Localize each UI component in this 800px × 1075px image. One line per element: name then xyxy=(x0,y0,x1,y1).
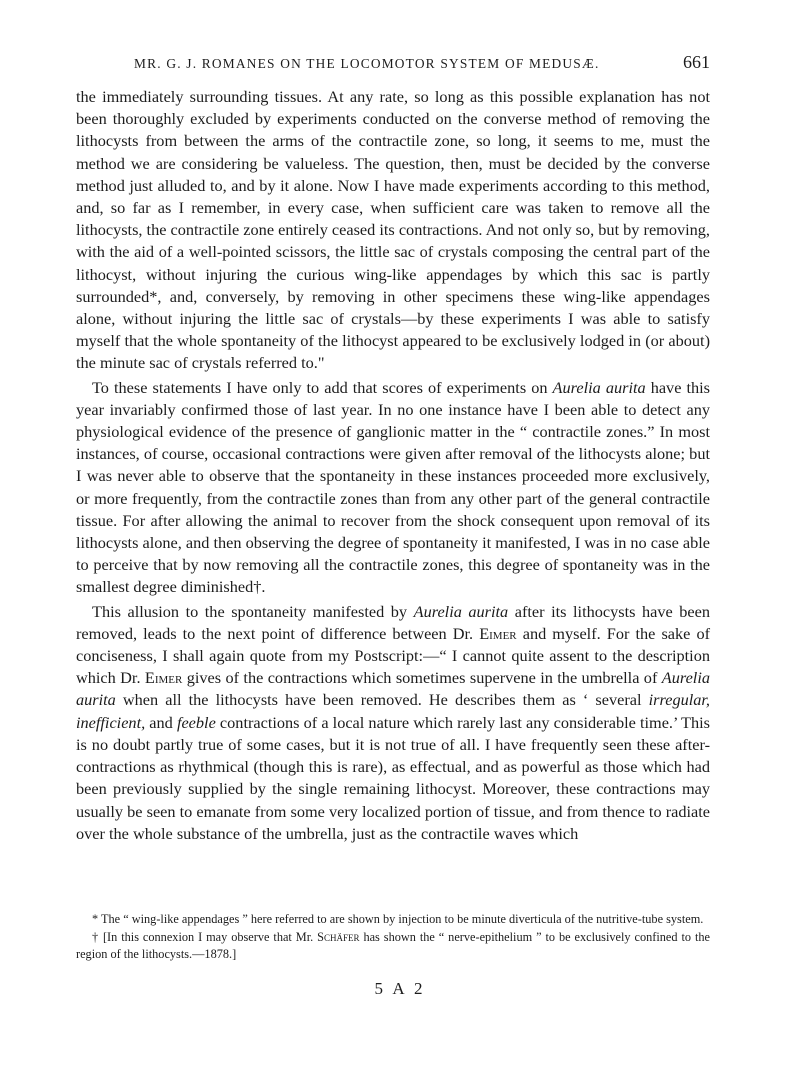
author-name: Eimer xyxy=(479,623,517,643)
footnote-dagger: † [In this connexion I may observe that Mr. Schäfer has shown the “ nerve-epithelium ” to be exclusively confined to the region of the lithocysts.—1878.] xyxy=(76,930,710,961)
species-name: Aurelia aurita xyxy=(552,377,646,397)
author-name: Eimer xyxy=(144,668,183,688)
running-head xyxy=(76,52,710,78)
footnotes xyxy=(76,911,710,964)
emphasis: feeble xyxy=(176,712,216,732)
body-text xyxy=(76,86,710,845)
paragraph-3: This allusion to the spontaneity manifested by Aurelia aurita after its lithocysts have been removed, leads to the next point of difference between Dr. Eimer and myself. For the sake of conciseness, I shall again quote from my Postscript:—“ I cannot quite assent to the description which Dr. Eimer gives of the contractions which sometimes supervene in the umbrella of Aurelia aurita when all the lithocysts have been removed. He describes them as ‘ several irregular, inefficient, and feeble contractions of a local nature which rarely last any considerable time.’ This is no doubt partly true of some cases, but it is not true of all. I have frequently seen these after-contractions as rhythmical (though this is rare), as effectual, and as powerful as those which had been previously supplied by the single remaining lithocyst. Moreover, these contractions may usually be seen to emanate from some very localized portion of tissue, and from thence to radiate over the whole substance of the umbrella, just as the contractile waves which xyxy=(76,601,711,843)
species-name: Aurelia aurita xyxy=(413,601,509,621)
footnote-asterisk: * The “ wing-like appendages ” here referred to are shown by injection to be minute diverticula of the nutritive-tube system. xyxy=(92,912,704,926)
emphasis: irregular, inefficient, xyxy=(76,690,710,732)
species-name: Aurelia aurita xyxy=(76,668,710,710)
author-name: Schäfer xyxy=(317,930,360,944)
page-number: 661 xyxy=(683,52,710,72)
paragraph-1: the immediately surrounding tissues. At any rate, so long as this possible explanation has not been thoroughly excluded by experiments conducted on the converse method of removing the lithocysts from between the arms of the contractile zone, so long, it seems to me, must the method we are considering be valueless. The question, then, must be decided by the converse method just alluded to, and by it alone. Now I have made experiments according to this method, and, so far as I remember, in every case, when sufficient care was taken to remove all the lithocysts, the contractile zone entirely ceased its contractions. And not only so, but by removing, with the aid of a well-pointed scissors, the little sac of crystals composing the central part of the lithocyst, without injuring the curious wing-like appendages by which this sac is partly surrounded*, and, conversely, by removing in other specimens these wing-like appendages alone, without injuring the little sac of crystals—by these experiments I was able to satisfy myself that the whole spontaneity of the lithocyst appeared to be exclusively lodged in (or about) the minute sac of crystals referred to." xyxy=(76,87,710,373)
signature-mark: 5 A 2 xyxy=(374,979,426,998)
paragraph-2: To these statements I have only to add that scores of experiments on Aurelia aurita have this year invariably confirmed those of last year. In no one instance have I been able to detect any physiological evidence of the presence of ganglionic matter in the “ contractile zones.” In most instances, of course, occasional contractions were given after removal of the lithocysts alone; but I was never able to observe that the spontaneity in these instances proceeded more exclusively, or more frequently, from the contractile zones than from any other part of the general contractile tissue. For after allowing the animal to recover from the shock consequent upon removal of its lithocysts alone, and then observing the degree of spontaneity it manifested, I was in no case able to perceive that by now removing all the contractile zones, this degree of spontaneity was in the smallest degree diminished†. xyxy=(76,377,710,597)
running-title: MR. G. J. ROMANES ON THE LOCOMOTOR SYSTEM OF MEDUSÆ. xyxy=(134,56,600,71)
